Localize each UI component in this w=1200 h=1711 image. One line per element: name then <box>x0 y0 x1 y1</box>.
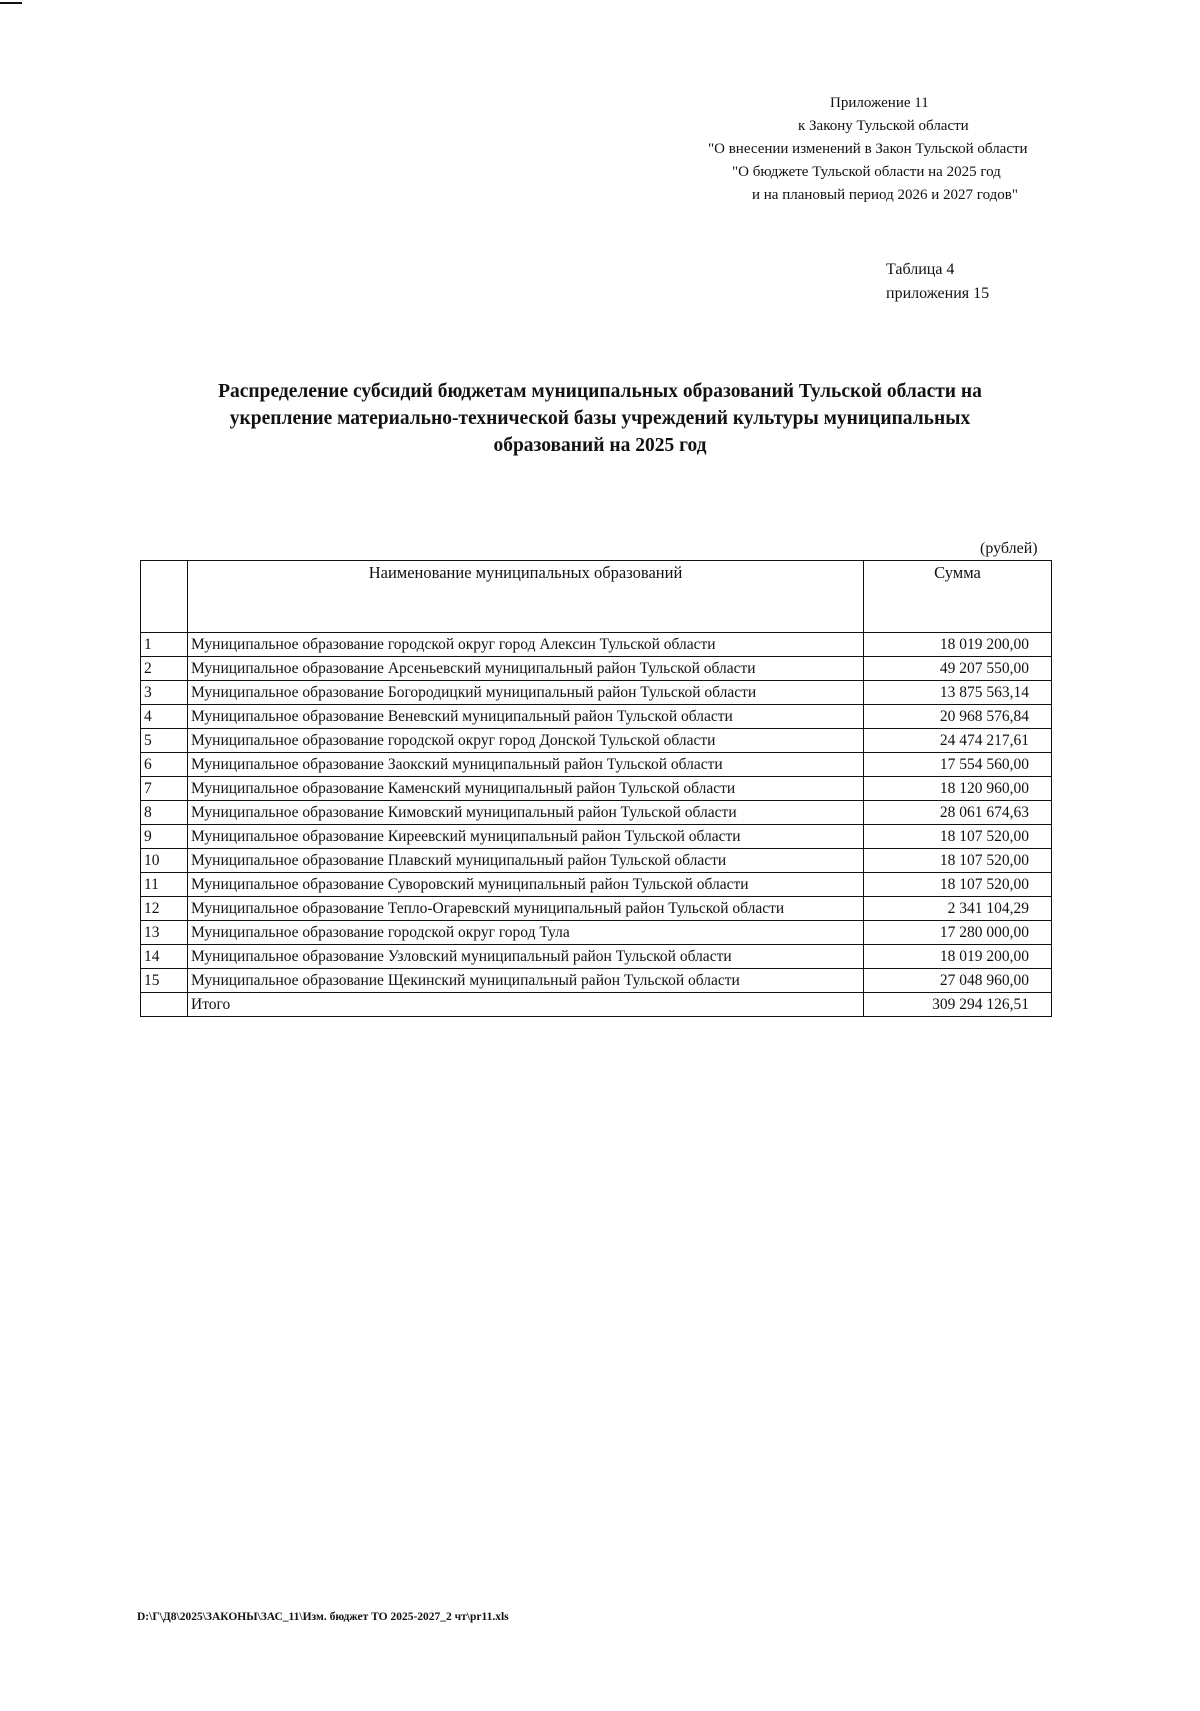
table-row <box>141 849 1052 873</box>
annex-line: к Закону Тульской области <box>798 118 969 134</box>
municipality-name: Муниципальное образование Веневский муниципальный район Тульской области <box>188 705 864 729</box>
document-title <box>140 378 1060 459</box>
table-row <box>141 801 1052 825</box>
municipality-name: Муниципальное образование городской округ город Донской Тульской области <box>188 729 864 753</box>
row-number: 4 <box>141 705 188 729</box>
row-number: 9 <box>141 825 188 849</box>
subsidy-amount: 17 280 000,00 <box>864 921 1052 945</box>
table-row <box>141 873 1052 897</box>
municipality-name: Муниципальное образование Щекинский муниципальный район Тульской области <box>188 969 864 993</box>
subsidy-amount: 18 120 960,00 <box>864 777 1052 801</box>
annex-line: Приложение 11 <box>830 95 929 111</box>
subsidy-table <box>140 560 1052 1017</box>
table-row <box>141 729 1052 753</box>
municipality-name: Муниципальное образование Суворовский муниципальный район Тульской области <box>188 873 864 897</box>
row-number: 5 <box>141 729 188 753</box>
municipality-name: Муниципальное образование Заокский муниципальный район Тульской области <box>188 753 864 777</box>
row-number: 8 <box>141 801 188 825</box>
appendix-reference: приложения 15 <box>886 285 990 302</box>
subsidy-amount: 28 061 674,63 <box>864 801 1052 825</box>
title-line: образований на 2025 год <box>493 435 707 456</box>
table-row <box>141 945 1052 969</box>
subsidy-amount: 17 554 560,00 <box>864 753 1052 777</box>
table-row <box>141 825 1052 849</box>
row-number: 3 <box>141 681 188 705</box>
table-body <box>141 633 1052 1017</box>
scan-corner-mark <box>0 2 22 4</box>
municipality-name: Муниципальное образование городской округ город Тула <box>188 921 864 945</box>
total-label: Итого <box>188 993 864 1017</box>
row-number: 7 <box>141 777 188 801</box>
table-row <box>141 681 1052 705</box>
header-number <box>141 561 188 633</box>
file-path: D:\Г\Д8\2025\ЗАКОНЫ\ЗАС_11\Изм. бюджет ТО 2025-2027_2 чт\pr11.xls <box>137 1611 509 1623</box>
table-row <box>141 969 1052 993</box>
subsidy-amount: 18 107 520,00 <box>864 849 1052 873</box>
row-number: 13 <box>141 921 188 945</box>
row-number <box>141 993 188 1017</box>
municipality-name: Муниципальное образование Киреевский муниципальный район Тульской области <box>188 825 864 849</box>
header-name: Наименование муниципальных образований <box>188 561 864 633</box>
annex-line: "О внесении изменений в Закон Тульской области <box>708 141 1028 157</box>
title-line: Распределение субсидий бюджетам муниципальных образований Тульской области на <box>218 381 982 402</box>
table-row <box>141 705 1052 729</box>
municipality-name: Муниципальное образование Богородицкий муниципальный район Тульской области <box>188 681 864 705</box>
table-row <box>141 921 1052 945</box>
annex-header <box>690 92 1110 207</box>
row-number: 11 <box>141 873 188 897</box>
row-number: 2 <box>141 657 188 681</box>
annex-line: и на плановый период 2026 и 2027 годов" <box>752 187 1018 203</box>
subsidy-amount: 18 107 520,00 <box>864 825 1052 849</box>
header-amount: Сумма <box>864 561 1052 633</box>
annex-line: "О бюджете Тульской области на 2025 год <box>732 164 1001 180</box>
subsidy-amount: 27 048 960,00 <box>864 969 1052 993</box>
subsidy-amount: 20 968 576,84 <box>864 705 1052 729</box>
table-number: Таблица 4 <box>886 261 955 278</box>
table-reference <box>886 258 989 306</box>
title-line: укрепление материально-технической базы учреждений культуры муниципальных <box>229 408 971 429</box>
subsidy-amount: 18 107 520,00 <box>864 873 1052 897</box>
table-row <box>141 753 1052 777</box>
municipality-name: Муниципальное образование Каменский муниципальный район Тульской области <box>188 777 864 801</box>
row-number: 12 <box>141 897 188 921</box>
units-label: (рублей) <box>980 540 1038 557</box>
row-number: 15 <box>141 969 188 993</box>
subsidy-amount: 18 019 200,00 <box>864 945 1052 969</box>
table-row <box>141 633 1052 657</box>
municipality-name: Муниципальное образование Тепло-Огаревский муниципальный район Тульской области <box>188 897 864 921</box>
municipality-name: Муниципальное образование городской округ город Алексин Тульской области <box>188 633 864 657</box>
total-amount: 309 294 126,51 <box>864 993 1052 1017</box>
subsidy-amount: 49 207 550,00 <box>864 657 1052 681</box>
table-row <box>141 777 1052 801</box>
table-row <box>141 657 1052 681</box>
row-number: 14 <box>141 945 188 969</box>
subsidy-amount: 13 875 563,14 <box>864 681 1052 705</box>
subsidy-amount: 24 474 217,61 <box>864 729 1052 753</box>
municipality-name: Муниципальное образование Кимовский муниципальный район Тульской области <box>188 801 864 825</box>
subsidy-amount: 2 341 104,29 <box>864 897 1052 921</box>
table-row <box>141 897 1052 921</box>
municipality-name: Муниципальное образование Плавский муниципальный район Тульской области <box>188 849 864 873</box>
row-number: 10 <box>141 849 188 873</box>
subsidy-amount: 18 019 200,00 <box>864 633 1052 657</box>
table-header-row <box>141 561 1052 633</box>
municipality-name: Муниципальное образование Арсеньевский муниципальный район Тульской области <box>188 657 864 681</box>
total-row <box>141 993 1052 1017</box>
row-number: 1 <box>141 633 188 657</box>
row-number: 6 <box>141 753 188 777</box>
municipality-name: Муниципальное образование Узловский муниципальный район Тульской области <box>188 945 864 969</box>
